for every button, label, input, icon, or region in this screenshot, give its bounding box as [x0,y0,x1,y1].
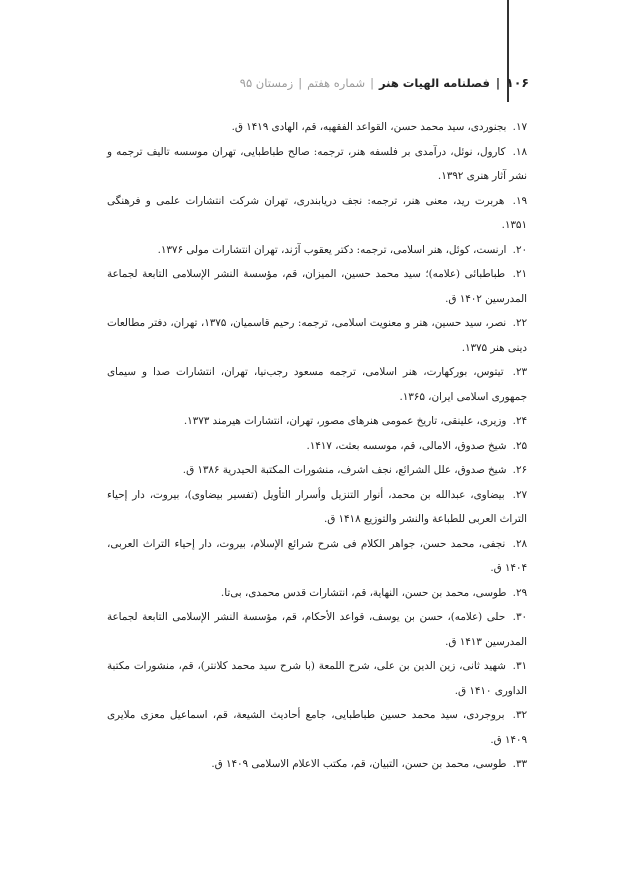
reference-text: نجفی، محمد حسن، جواهر الکلام فی شرح شرائع الإسلام، بیروت، دار إحیاء التراث العربی، ۱۴۰۴ ق. [107,537,527,574]
running-header [240,73,529,93]
reference-text: وزیری، علینقی، تاریخ عمومی هنرهای مصور، تهران، انتشارات هیرمند ۱۳۷۳. [183,415,507,427]
reference-item [107,458,527,483]
reference-number: ۲۴. [512,415,527,427]
reference-item [107,581,527,606]
reference-number: ۱۹. [512,194,527,207]
reference-text: هربرت رید، معنی هنر، ترجمه: نجف دریابندری، تهران شرکت انتشارات علمی و فرهنگی ۱۳۵۱. [107,194,527,231]
reference-item [107,189,527,238]
reference-number: ۲۲. [512,317,528,329]
reference-item [107,532,527,581]
reference-number: ۱۸. [512,145,527,158]
reference-item [107,238,527,263]
reference-number: ۲۱. [512,268,528,280]
reference-item [107,140,527,189]
reference-item [107,311,527,360]
reference-number: ۲۸. [512,537,527,550]
reference-item [107,360,527,409]
reference-number: ۳۲. [512,709,527,721]
reference-item [107,409,527,434]
reference-text: شهید ثانی، زین الدین بن علی، شرح اللمعة (با شرح سید محمد کلانتر)، قم، منشورات مکتبة الداوری ۱۴۱۰ ق. [107,660,527,697]
reference-list [107,115,527,777]
reference-item [107,434,527,459]
header-separator: | [370,76,374,90]
reference-text: حلی (علامه)، حسن بن یوسف، قواعد الأحکام، قم، مؤسسة النشر الإسلامی التابعة لجماعة المدرسین ۱۴۱۳ ق. [107,611,527,648]
reference-text: بروجردی، سید محمد حسین طباطبایی، جامع أحادیث الشیعة، قم، اسماعیل معزی ملایری ۱۴۰۹ ق. [107,709,527,746]
reference-item [107,483,527,532]
reference-text: کارول، نوئل، درآمدی بر فلسفه هنر، ترجمه: صالح طباطبایی، تهران موسسه تالیف ترجمه و نشر آثار هنری ۱۳۹۲. [107,145,527,182]
season-label: زمستان ۹۵ [239,76,294,90]
reference-number: ۲۷. [512,488,527,501]
reference-item [107,752,527,777]
reference-text: شیخ صدوق، علل الشرائع، نجف اشرف، منشورات المکتبة الحیدریة ۱۳۸۶ ق. [182,464,507,476]
reference-number: ۲۶. [512,464,527,476]
header-divider: | [495,76,501,90]
reference-text: طوسی، محمد بن حسن، النهایة، قم، انتشارات قدس محمدی، بی‌تا. [220,586,507,599]
issue-label: شماره هفتم [307,76,366,90]
reference-text: تیتوس، بورکهارت، هنر اسلامی، ترجمه مسعود رجب‌نیا، تهران، انتشارات صدا و سیمای جمهوری اسلامی ایران، ۱۳۶۵. [107,366,527,403]
reference-number: ۳۳. [512,758,527,770]
reference-number: ۳۱. [512,660,527,672]
reference-text: ارنست، کوئل، هنر اسلامی، ترجمه: دکتر یعقوب آژند، تهران انتشارات مولی ۱۳۷۶. [157,243,507,256]
reference-number: ۱۷. [512,121,527,133]
header-separator: | [298,76,303,90]
reference-text: شیخ صدوق، الامالی، قم، موسسه بعثت، ۱۴۱۷. [306,439,507,452]
reference-item [107,262,527,311]
reference-number: ۲۹. [512,586,527,599]
reference-number: ۲۰. [512,243,527,256]
reference-number: ۲۳. [512,366,527,378]
journal-title: فصلنامه الهیات هنر [378,76,490,90]
reference-text: بجنوردی، سید محمد حسن، القواعد الفقهیه، قم، الهادی ۱۴۱۹ ق. [231,121,507,133]
reference-text: طوسی، محمد بن حسن، التبیان، قم، مکتب الاعلام الاسلامی ۱۴۰۹ ق. [211,758,507,770]
reference-item [107,654,527,703]
reference-number: ۳۰. [512,611,527,623]
reference-text: بیضاوی، عبدالله بن محمد، أنوار التنزیل وأسرار التأویل (تفسیر بیضاوی)، بیروت، دار إحیاء التراث العربی للطباعة والنشر والتوزیع ۱۴۱۸ ق. [107,488,527,525]
reference-text: نصر، سید حسین، هنر و معنویت اسلامی، ترجمه: رحیم قاسمیان، ۱۳۷۵، تهران، دفتر مطالعات دینی هنر ۱۳۷۵. [107,317,527,354]
reference-item [107,703,527,752]
page-number: ۱۰۶ [506,75,529,90]
reference-number: ۲۵. [512,439,527,452]
reference-text: طباطبائی (علامه)؛ سید محمد حسین، المیزان، قم، مؤسسة النشر الإسلامی التابعة لجماعة المدرسین ۱۴۰۲ ق. [107,268,527,305]
reference-item [107,115,527,140]
reference-item [107,605,527,654]
